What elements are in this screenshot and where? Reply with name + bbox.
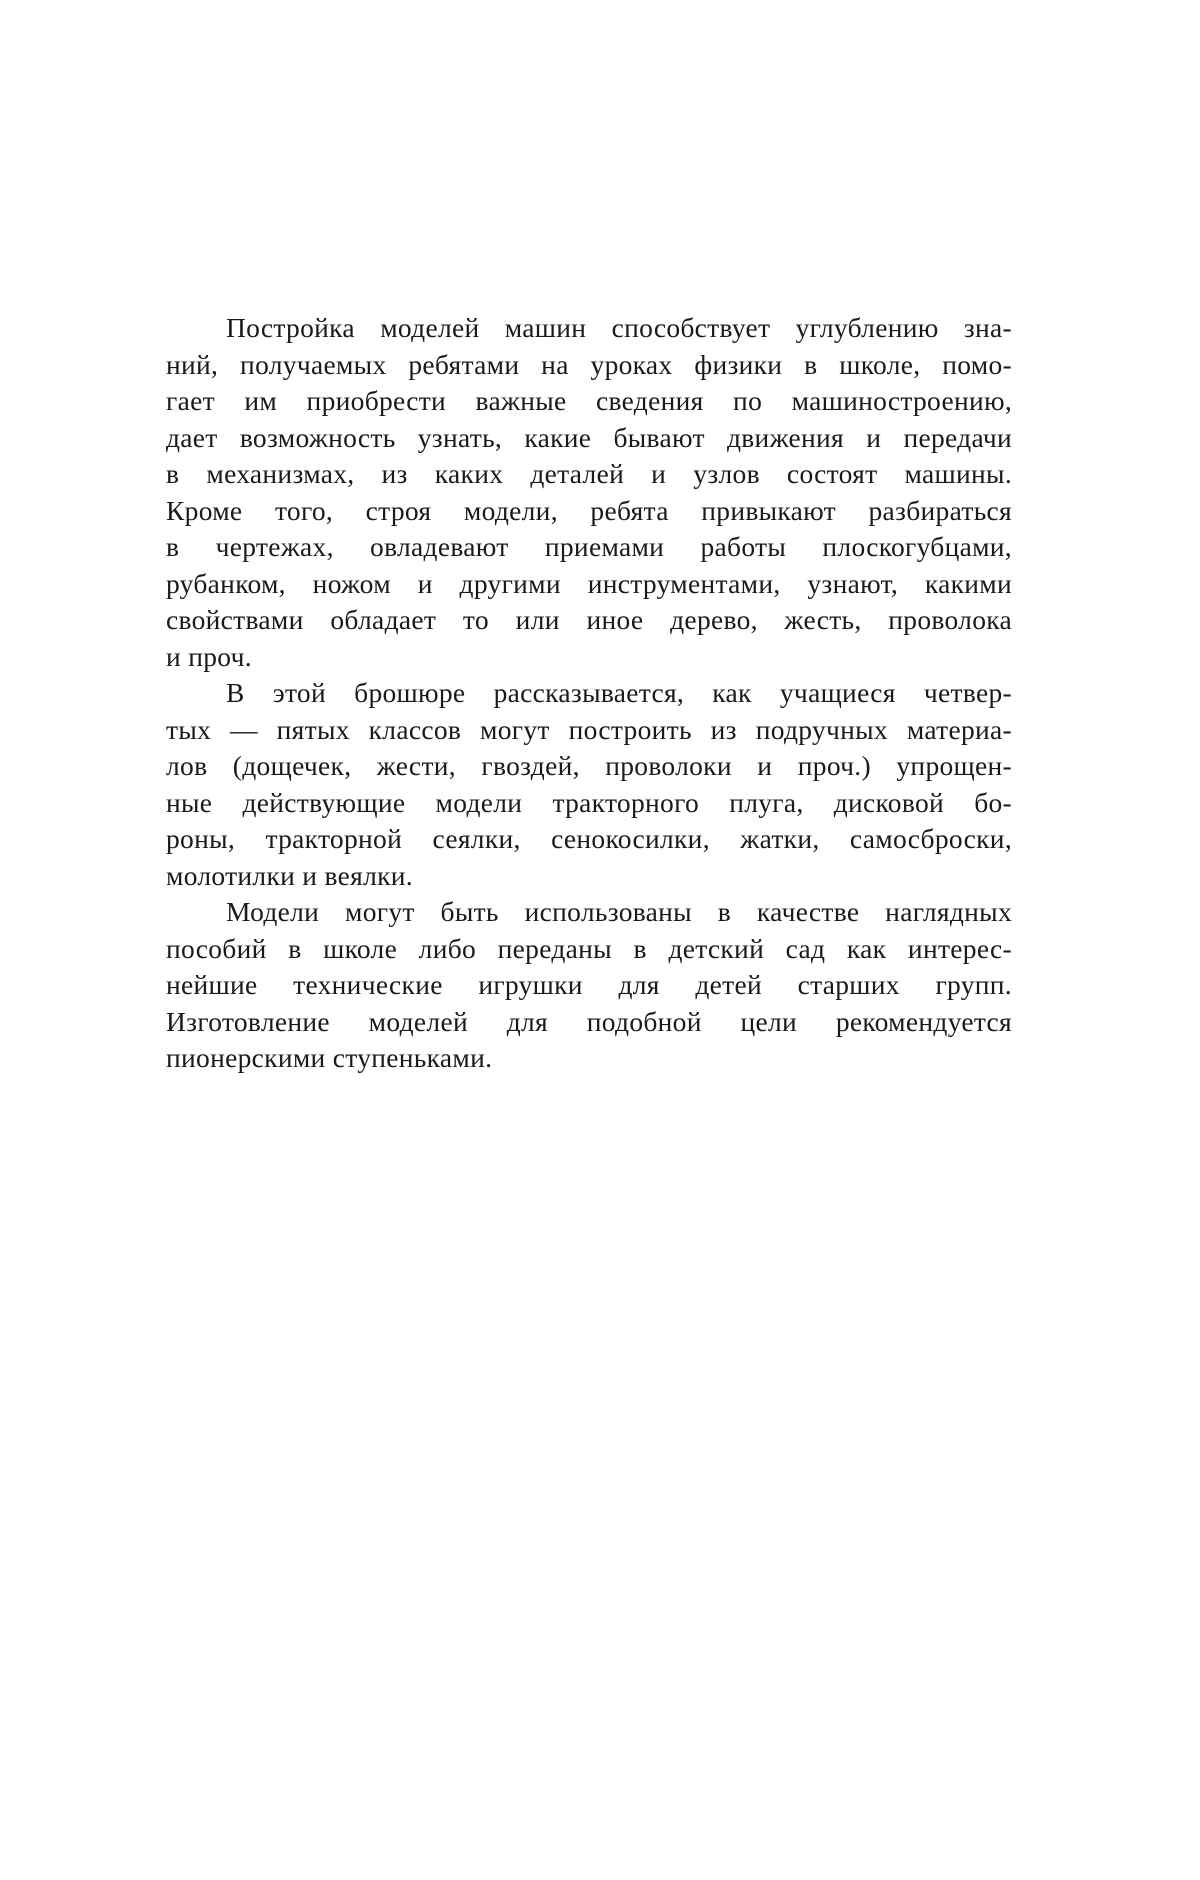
paragraph-1-line-4: дает возможность узнать, какие бывают движения и передачи bbox=[166, 421, 1012, 453]
paragraph-2-line-6: молотилки и веялки. bbox=[166, 859, 413, 891]
paragraph-1-line-6: Кроме того, строя модели, ребята привыкают разбираться bbox=[166, 494, 1012, 526]
paragraph-3-line-2: пособий в школе либо переданы в детский сад как интерес- bbox=[166, 932, 1012, 964]
paragraph-1-line-2: ний, получаемых ребятами на уроках физики в школе, помо- bbox=[166, 348, 1012, 380]
body-text bbox=[166, 310, 1012, 1077]
paragraph-3-line-1: Модели могут быть использованы в качестве наглядных bbox=[226, 896, 1012, 927]
paragraph-1-line-8: рубанком, ножом и другими инструментами, узнают, какими bbox=[166, 567, 1012, 599]
paragraph-1-line-3: гает им приобрести важные сведения по машиностроению, bbox=[166, 385, 1012, 416]
paragraph-1-line-10: и проч. bbox=[166, 640, 252, 672]
paragraph-1-line-7: в чертежах, овладевают приемами работы плоскогубцами, bbox=[166, 531, 1012, 562]
paragraph-2-line-3: лов (дощечек, жести, гвоздей, проволоки и проч.) упрощен- bbox=[166, 750, 1012, 781]
paragraph-2-line-2: тых — пятых классов могут построить из подручных материа- bbox=[166, 713, 1012, 745]
paragraph-1-line-5: в механизмах, из каких деталей и узлов состоят машины. bbox=[166, 458, 1012, 489]
paragraph-2-line-1: В этой брошюре рассказывается, как учащиеся четвер- bbox=[226, 677, 1012, 708]
paragraph-1-line-9: свойствами обладает то или иное дерево, жесть, проволока bbox=[166, 604, 1012, 635]
paragraph-3-line-4: Изготовление моделей для подобной цели рекомендуется bbox=[166, 1005, 1012, 1037]
paragraph-1-line-1: Постройка моделей машин способствует углублению зна- bbox=[226, 312, 1012, 343]
paragraph-3-line-5: пионерскими ступеньками. bbox=[166, 1042, 493, 1073]
paragraph-2-line-5: роны, тракторной сеялки, сенокосилки, жатки, самосброски, bbox=[166, 823, 1012, 854]
paragraph-3-line-3: нейшие технические игрушки для детей старших групп. bbox=[166, 969, 1012, 1000]
paragraph-2-line-4: ные действующие модели тракторного плуга, дисковой бо- bbox=[166, 786, 1012, 818]
